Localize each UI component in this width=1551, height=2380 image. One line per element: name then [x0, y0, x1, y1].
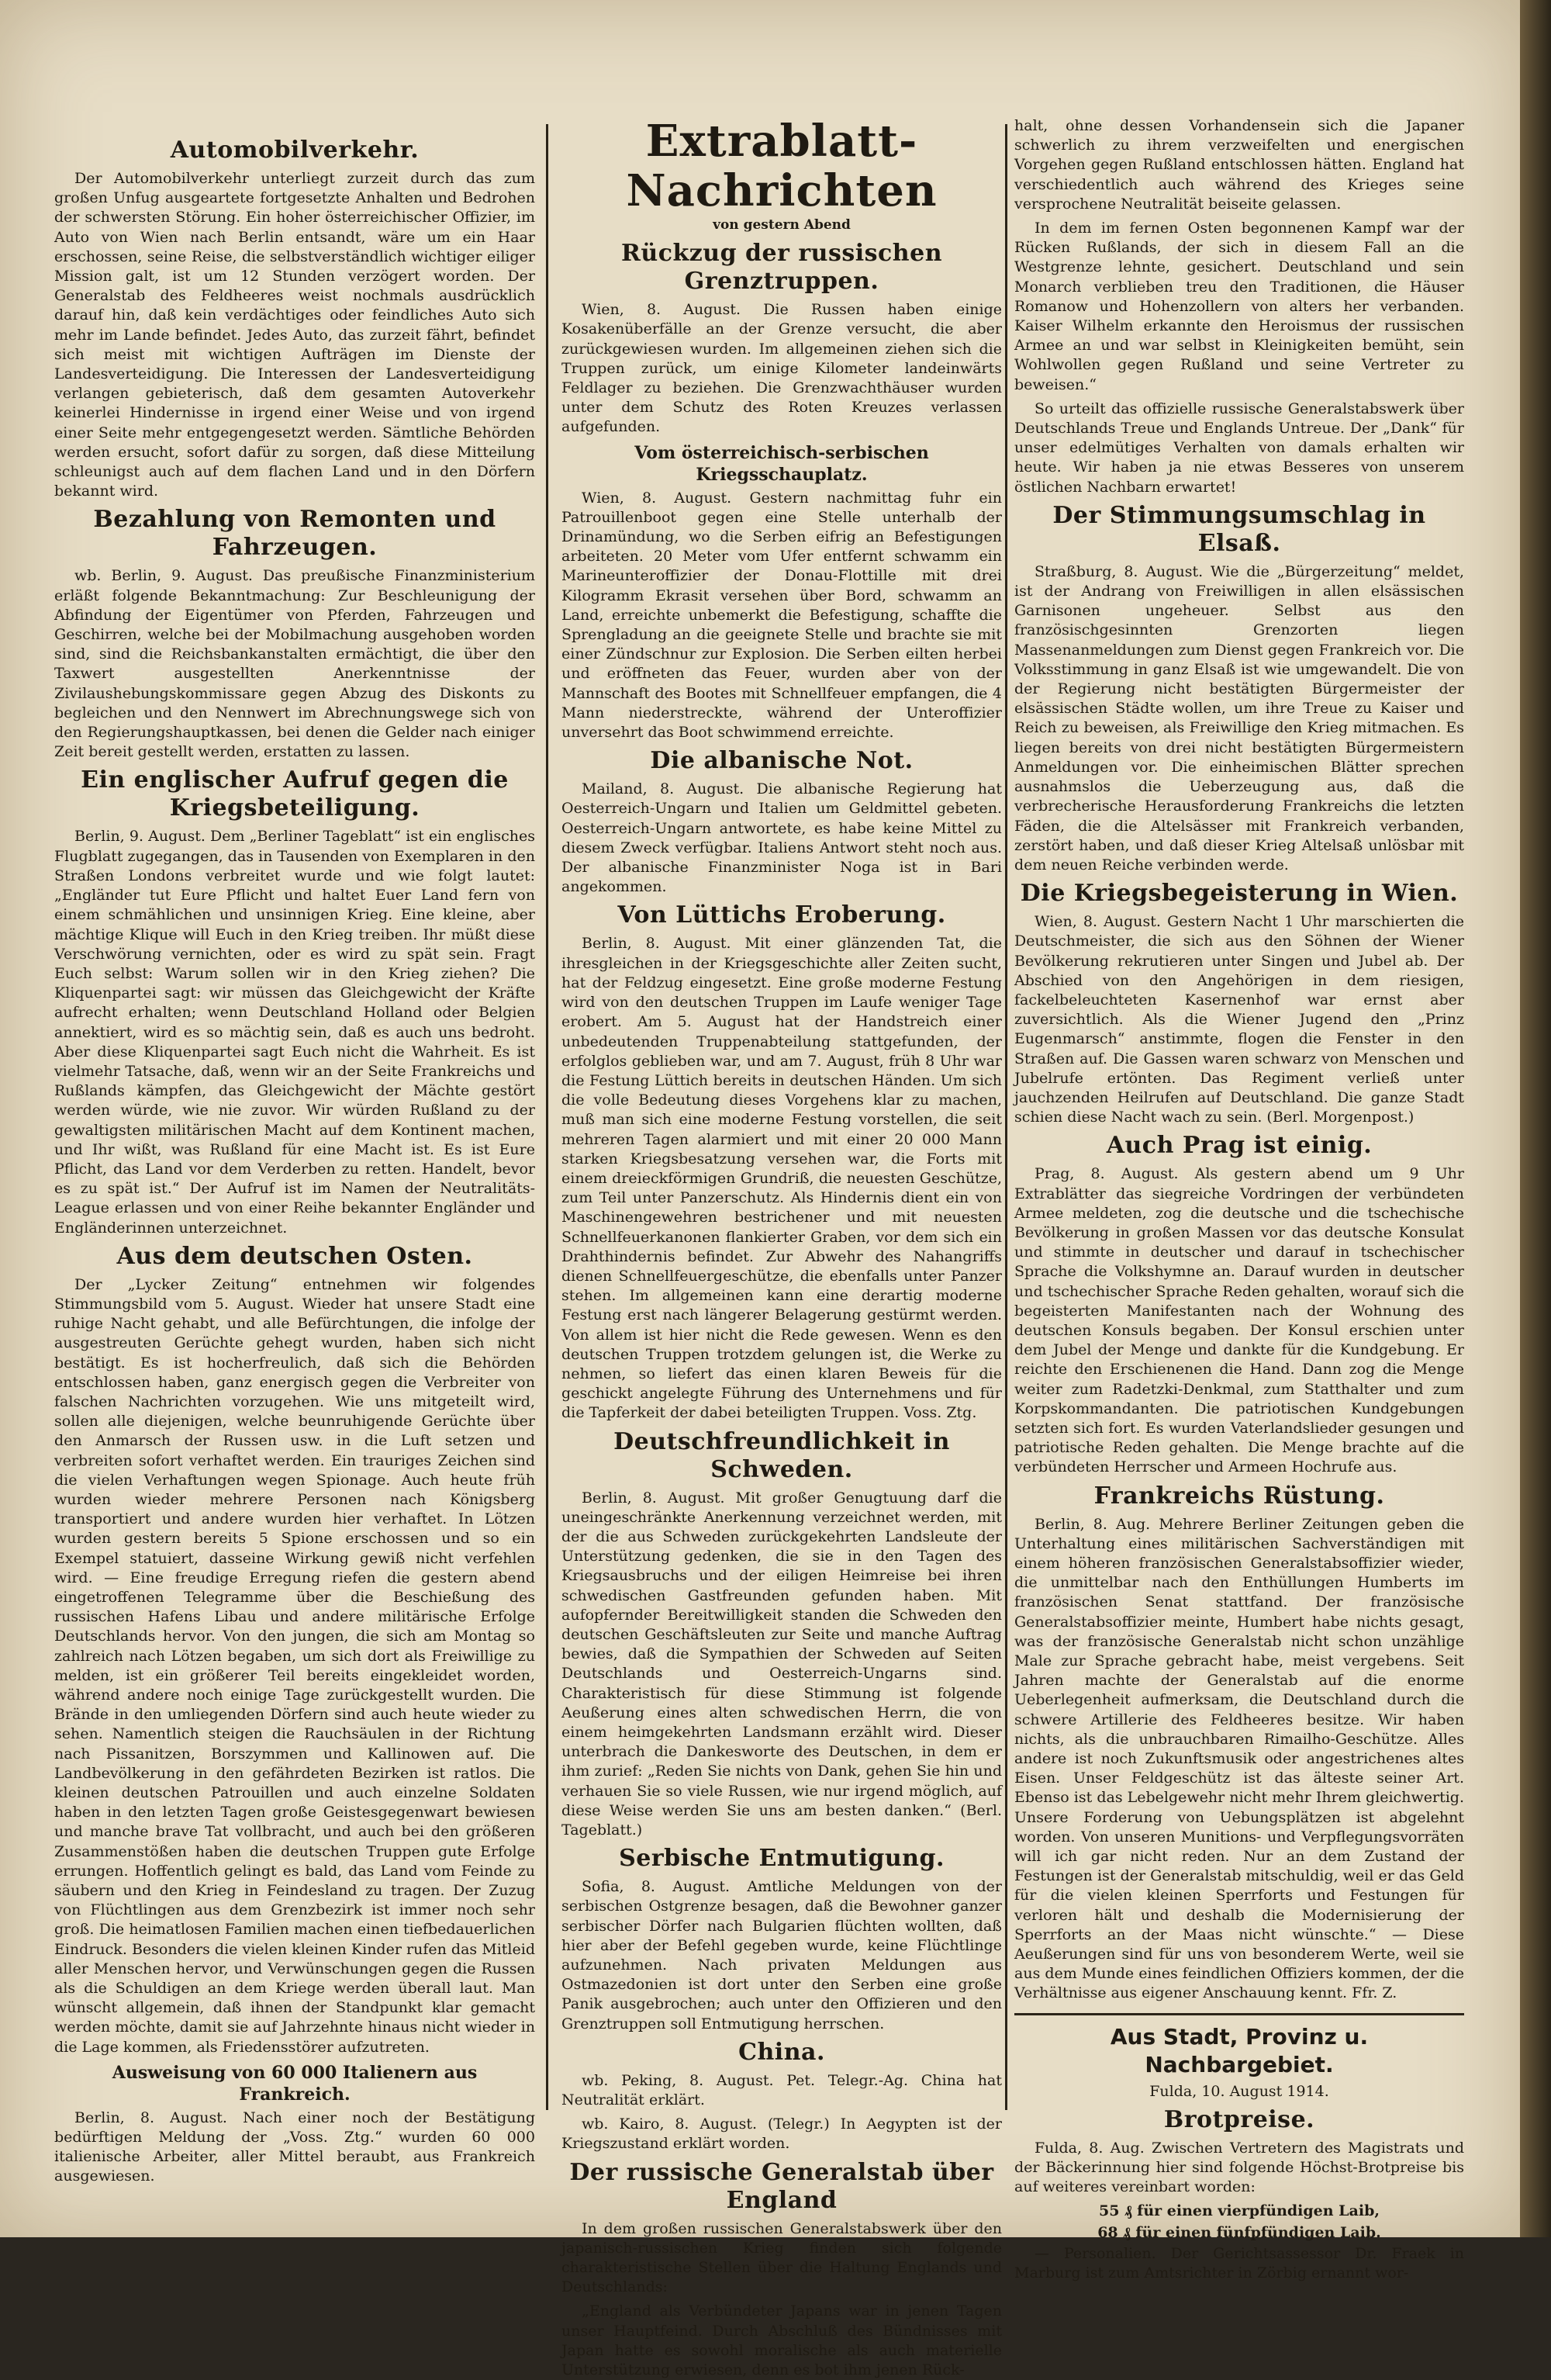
article-heading: Der Stimmungsumschlag in Elsaß.	[1052, 501, 1426, 557]
article-text: Wien, 8. August. Die Russen haben einige Kosakenüberfälle an der Grenze versucht, die aber zurückgewiesen wurden. Im allgemeinen ziehen sich die Truppen zurück, um einige Kilometer landeinwärts Feldlager zu beziehen. Die Grenzwachthäuser wurden unter dem Schutz des Roten Kreuzes verlassen aufgefunden.	[561, 301, 1002, 436]
article-text: Mailand, 8. August. Die albanische Regierung hat Oesterreich-Ungarn und Italien um Geldmittel gebeten. Oesterreich-Ungarn antwortete, es habe keine Mittel zu diesem Zweck verfügbar. Italiens Antwort steht noch aus. Der albanische Finanzminister Noga ist in Bari angekommen.	[561, 780, 1002, 896]
article-text: So urteilt das offizielle russische Generalstabswerk über Deutschlands Treue und Englands Untreue. Der „Dank“ für unser edelmütiges Verhalten von damals erhalten wir heute. Wir haben ja nie etwas Besseres von unserem östlichen Nachbarn erwartet!	[1014, 400, 1464, 496]
article-heading: Deutschfreundlichkeit in Schweden.	[613, 1427, 950, 1483]
article-text: Berlin, 8. August. Mit einer glänzenden Tat, die ihresgleichen in der Kriegsgeschichte aller Zeiten sucht, hat der Feldzug eingesetzt. Eine große moderne Festung wird von den deutschen Truppen im Laufe weniger Tage erobert. Am 5. August hat der Handstreich einer unbedeutenden Truppenabteilung stattgefunden, der erfolglos geblieben war, und am 7. August, früh 8 Uhr war die Festung Lüttich bereits in deutschen Händen. Um sich die volle Bedeutung dieses Vorgehens klar zu machen, muß man sich eine moderne Festung vorstellen, die seit mehreren Tagen alarmiert und mit einer 20 000 Mann starken Kriegsbesatzung versehen war, die Forts mit einem dreieckförmigen Grundriß, die neuesten Geschütze, zum Teil unter Panzerschutz. Als Hindernis dient ein von Maschinengewehren bestrichener und mit neuesten Schnellfeuerkanonen flankierter Graben, vor dem sich ein Drahthindernis befindet. Zur Abwehr des Nahangriffs dienen Schnellfeuergeschütze, die ebenfalls unter Panzer stehen. Im allgemeinen kann eine derartig moderne Festung erst nach längerer Belagerung gestürmt werden. Von allem ist hier nicht die Rede gewesen. Wenn es den deutschen Truppen trotzdem gelungen ist, die Werke zu nehmen, so liefert das einen klaren Beweis für die geschickt angelegte Führung des Unternehmens und für die Tapferkeit der dabei beteiligten Truppen. Voss. Ztg.	[561, 935, 1002, 1422]
dateline: Fulda, 10. August 1914.	[1149, 2082, 1329, 2100]
price-line: 55 ₰ für einen vierpfündigen Laib,	[1099, 2202, 1380, 2220]
article-text: wb. Kairo, 8. August. (Telegr.) In Aegypten ist der Kriegszustand erklärt worden.	[561, 2115, 1002, 2153]
column-right	[1014, 116, 1465, 2282]
article-text: In dem im fernen Osten begonnenen Kampf war der Rücken Rußlands, der sich in diesem Fall an die Westgrenze lehnte, gesichert. Deutschland und sein Monarch verblieben treu den Traditionen, die Häuser Romanow und Hohenzollern von alters her verbanden. Kaiser Wilhelm erkannte den Heroismus der russischen Armee an und war selbst in Kleinigkeiten bemüht, sein Wohlwollen gegen Rußland und seine Vertreter zu beweisen.“	[1014, 220, 1464, 393]
page-edge	[1520, 0, 1551, 2237]
article-text: Wien, 8. August. Gestern nachmittag fuhr ein Patrouillenboot gegen eine Stelle unterhalb der Drinamündung, wo die Serben eifrig an Befestigungen arbeiteten. 20 Meter vom Ufer entfernt schwamm ein Marineunteroffizier der Donau-Flottille mit drei Kilogramm Ekrasit versehen über Bord, schwamm an Land, erreichte unbemerkt die Befestigung, schaffte die Sprengladung an die geeignete Stelle und brachte sie mit einer Zündschnur zur Explosion. Die Serben eilten herbei und eröffneten das Feuer, wurden aber von der Mannschaft des Bootes mit Schnellfeuer empfangen, die 4 Mann niederstreckte, während der Unteroffizier unversehrt das Boot schwimmend erreichte.	[561, 489, 1002, 742]
article-heading: Der russische Generalstab über England	[569, 2158, 994, 2214]
article-heading: Automobilverkehr.	[170, 137, 420, 164]
column-left	[54, 132, 535, 2185]
article-heading: Rückzug der russischen Grenztruppen.	[620, 240, 943, 296]
column-rule-right	[1005, 124, 1007, 2110]
column-rule-left	[546, 124, 548, 2110]
article-heading: Die albanische Not.	[650, 747, 914, 775]
article-text: Berlin, 8. Aug. Mehrere Berliner Zeitungen geben die Unterhaltung eines militärischen Sachverständigen mit einem höheren französischen Generalstabsoffizier wieder, die unmittelbar nach den Enthüllungen Humberts im französischen Senat stattfand. Der französische Generalstabsoffizier meinte, Humbert habe nichts gesagt, was der französische Generalstab nicht schon unzählige Male zur Sprache gebracht habe, meist vergebens. Seit Jahren machte der Generalstab auf die enorme Ueberlegenheit aufmerksam, die Deutschland durch die schwere Artillerie des Feldheeres besitze. Wir haben nichts, als die unbrauchbaren Rimailho-Geschütze. Alles andere ist noch Zukunftsmusik oder angestrichenes altes Eisen. Unser Feldgeschütz ist das älteste seiner Art. Ebenso ist das Lebelgewehr nicht mehr Ihrem gleichwertig. Unsere Forderung von Uebungsplätzen ist abgelehnt worden. Von unseren Munitions- und Verpflegungsvorräten will ich gar nicht reden. Nur an dem Zustand der Festungen ist der Generalstab mitschuldig, weil er das Geld für die vielen kleinen Sperrforts und Festungen für verloren hält und deshalb die Modernisierung der Sperrforts an der Maas nicht wünschte.“ — Diese Aeußerungen sind für uns von besonderem Werte, weil sie aus dem Munde eines feindlichen Offiziers kommen, der die Verhältnisse aus eigener Anschauung kennt. Ffr. Z.	[1014, 1515, 1465, 2002]
article-heading: Bezahlung von Remonten und Fahrzeugen.	[93, 506, 496, 562]
article-heading: Die Kriegsbegeisterung in Wien.	[1020, 880, 1459, 908]
article-heading: Serbische Entmutigung.	[619, 1845, 945, 1873]
article-text: In dem großen russischen Generalstabswerk über den japanisch-russischen Krieg finden sich folgende charakteristische Stellen über die Haltung Englands und Deutschlands:	[561, 2219, 1002, 2296]
article-heading: Von Lüttichs Eroberung.	[617, 901, 946, 929]
column-middle	[561, 116, 1002, 2379]
article-heading: China.	[738, 2038, 825, 2066]
article-text: Fulda, 8. Aug. Zwischen Vertretern des Magistrats und der Bäckerinnung hier sind folgende Höchst-Brotpreise bis auf weiteres vereinbart worden:	[1014, 2139, 1464, 2196]
section-heading: Aus Stadt, Provinz u. Nachbargebiet.	[1014, 2013, 1464, 2079]
article-heading: Aus dem deutschen Osten.	[116, 1242, 473, 1270]
masthead-subtitle: von gestern Abend	[713, 217, 851, 233]
article-text: wb. Peking, 8. August. Pet. Telegr.-Ag. China hat Neutralität erklärt.	[561, 2071, 1002, 2109]
article-text: „England als Verbündeter Japans war in jenen Tagen unser Hauptfeind. Durch Abschluß des Bündnisses mit Japan hatte es sowohl moralische als auch materielle Unterstützung erwiesen, denn es bot ihm jenen Rück-	[561, 2302, 1002, 2379]
article-text: Der „Lycker Zeitung“ entnehmen wir folgendes Stimmungsbild vom 5. August. Wieder hat unsere Stadt eine ruhige Nacht gehabt, und alle Befürchtungen, die infolge der ausgestreuten Gerüchte gehegt wurden, haben sich nicht bestätigt. Es ist hocherfreulich, daß sich die Behörden entschlossen haben, ganz energisch gegen die Verbreiter von falschen Nachrichten vorzugehen. Wie uns mitgeteilt wird, sollen alle diejenigen, welche beunruhigende Gerüchte über den Anmarsch der Russen usw. in die Luft setzen und verbreiten sofort verhaftet werden. Ein trauriges Zeichen sind die vielen Verhaftungen wegen Spionage. Auch heute früh wurden wieder mehrere Personen nach Königsberg transportiert und andere wurden hier verhaftet. In Lötzen wurden gestern bereits 5 Spione erschossen und so ein Exempel statuiert, dasseine Wirkung gewiß nicht verfehlen wird. — Eine freudige Erregung riefen die gestern abend eingetroffenen Telegramme über die Beschießung des russischen Hafens Libau und andere militärische Erfolge Deutschlands hervor. Von den jungen, die sich am Montag so zahlreich nach Lötzen begaben, um sich dort als Freiwillige zu melden, ist ein größerer Teil bereits eingekleidet worden, während andere noch einige Tage zurückgestellt wurden. Die Brände in den umliegenden Dörfern sind auch heute wieder zu sehen. Namentlich steigen die Rauchsäulen in der Richtung nach Pissanitzen, Borszymmen und Kallinowen auf. Die Landbevölkerung in den gefährdeten Bezirken ist ratlos. Die kleinen deutschen Patrouillen und auch einzelne Soldaten haben in den letzten Tagen große Geistesgegenwart bewiesen und manche brave Tat vollbracht, und auch bei den größeren Zusammenstößen haben die deutschen Truppen gute Erfolge errungen. Hoffentlich gelingt es bald, das Land vom Feinde zu säubern und den Krieg in Feindesland zu tragen. Der Zuzug von Flüchtlingen aus dem Grenzbezirk ist immer noch sehr groß. Die heimatlosen Familien machen einen tiefbedauerlichen Eindruck. Besonders die vielen kleinen Kinder rufen das Mitleid aller Menschen hervor, und Verwünschungen gegen die Russen als die Schuldigen an dem Kriege werden überall laut. Man wünscht allgemein, daß ihnen der Standpunkt klar gemacht werden möchte, damit sie auf Jahrzehnte hinaus nicht wieder in die Lage kommen, als Friedensstörer aufzutreten.	[54, 1275, 535, 2056]
article-heading: Frankreichs Rüstung.	[1093, 1482, 1385, 1510]
article-subheading: Vom österreichisch-serbischen Kriegsschauplatz.	[634, 442, 929, 485]
article-text: wb. Berlin, 9. August. Das preußische Finanzministerium erläßt folgende Bekanntmachung: Zur Beschleunigung der Abfindung der Eigentümer von Pferden, Fahrzeugen und Geschirren, welche bei der Mobilmachung ausgehoben worden sind, sind die Reichsbankanstalten ermächtigt, die über den Taxwert ausgestellten Anerkenntnisse der Zivilaushebungskommissare gegen Abzug des Diskonts zu begleichen und den Nennwert im Abrechnungswege sich von den Regierungshauptkassen, bei denen die Gelder nach einiger Zeit bereit gestellt werden, erstatten zu lassen.	[54, 567, 535, 761]
article-text: Berlin, 9. August. Dem „Berliner Tageblatt“ ist ein englisches Flugblatt zugegangen, das in Tausenden von Exemplaren in den Straßen Londons verbreitet wurde und wie folgt lautet: „Engländer tut Eure Pflicht und haltet Euer Land fern von einem schmählichen und unsinnigen Krieg. Eine kleine, aber mächtige Klique will Euch in den Krieg treiben. Ihr müßt diese Verschwörung vernichten, oder es wird zu spät sein. Fragt Euch selbst: Warum sollen wir in den Krieg ziehen? Die Kliquenpartei sagt: wir müssen das Gleichgewicht der Kräfte aufrecht erhalten; wenn Deutschland Holland oder Belgien annektiert, wird es so mächtig sein, daß es auch uns bedroht. Aber diese Kliquenpartei sagt Euch nicht die Wahrheit. Es ist vielmehr Tatsache, daß, wenn wir an der Seite Frankreichs und Rußlands kämpfen, das Gleichgewicht der Mächte gestört werden würde, wie nie zuvor. Wir würden Rußland zu der gewaltigsten militärischen Macht auf dem Kontinent machen, und Ihr wißt, was Rußland für eine Macht ist. Es ist Eure Pflicht, das Land vor dem Verderben zu retten. Handelt, bevor es zu spät ist.“ Der Aufruf ist im Namen der Neutralitäts-League erlassen und von einer Reihe bekannter Engländer und Engländerinnen unterzeichnet.	[54, 828, 535, 1237]
article-heading: Auch Prag ist einig.	[1106, 1132, 1373, 1160]
article-text: Sofia, 8. August. Amtliche Meldungen von der serbischen Ostgrenze besagen, daß die Bewohner ganzer serbischer Dörfer nach Bulgarien flüchten wollten, daß hier aber der Befehl gegeben wurde, keine Flüchtlinge aufzunehmen. Nach privaten Meldungen aus Ostmazedonien ist dort unter den Serben eine große Panik ausgebrochen; auch unter den Offizieren und den Grenztruppen soll Entmutigung herrschen.	[561, 1878, 1002, 2032]
extrablatt-masthead: Extrablatt-Nachrichten	[626, 116, 938, 216]
article-text: halt, ohne dessen Vorhandensein sich die Japaner schwerlich zu ihrem verzweifelten und energischen Vorgehen gegen Rußland entschlossen hätten. England hat verschiedentlich auch während des Krieges seine versprochene Neutralität beiseite gelassen.	[1014, 117, 1464, 213]
article-subheading: Ausweisung von 60 000 Italienern aus Frankreich.	[112, 2062, 478, 2105]
article-text: — Personalien. Der Gerichtsassessor Dr. Fraek in Marburg ist zum Amtsrichter in Zörbig ernannt wor-	[1014, 2244, 1464, 2282]
article-heading: Ein englischer Aufruf gegen die Kriegsbeteiligung.	[81, 766, 509, 822]
article-text: Der Automobilverkehr unterliegt zurzeit durch das zum großen Unfug ausgeartete fortgesetzte Anhalten und Bedrohen der schwersten Störung. Ein hoher österreichischer Offizier, im Auto von Wien nach Berlin entsandt, wäre um ein Haar erschossen, seine Reise, die selbstverständlich wichtiger eiliger Mission galt, ist um 12 Stunden verzögert worden. Der Generalstab des Feldheeres weist nochmals ausdrücklich darauf hin, daß kein verdächtiges oder feindliches Auto sich mehr im Lande befindet. Jedes Auto, das zurzeit fährt, befindet sich meist mit wichtigen Aufträgen im Dienste der Landesverteidigung. Die Interessen der Landesverteidigung verlangen gebieterisch, daß dem gesamten Autoverkehr keinerlei Hindernisse in irgend einer Weise und von irgend einer Seite mehr entgegengesetzt werden. Sämtliche Behörden werden ersucht, sofort dafür zu sorgen, daß diese Mitteilung schleunigst auch auf dem flachen Land und in den Dörfern bekannt wird.	[54, 170, 535, 500]
article-text: Wien, 8. August. Gestern Nacht 1 Uhr marschierten die Deutschmeister, die sich aus den Söhnen der Wiener Bevölkerung rekrutieren unter Singen und Jubel ab. Der Abschied von den Angehörigen in dem riesigen, fackelbeleuchteten Kasernenhof war ernst aber zuversichtlich. Als die Wiener Jugend den „Prinz Eugenmarsch“ anstimmte, flogen die Fenster in den Straßen auf. Die Gassen waren schwarz von Menschen und Jubelrufe ertönten. Das Regiment verließ unter jauchzenden Heilrufen auf Deutschland. Die ganze Stadt schien diese Nacht wach zu sein. (Berl. Morgenpost.)	[1014, 913, 1464, 1126]
article-text: Straßburg, 8. August. Wie die „Bürgerzeitung“ meldet, ist der Andrang von Freiwilligen in allen elsässischen Garnisonen ungeheuer. Selbst aus den französischgesinnten Grenzorten liegen Massenanmeldungen zum Dienst gegen Frankreich vor. Die Volksstimmung in ganz Elsaß ist wie umgewandelt. Die von der Regierung nicht bestätigten Bürgermeister der elsässischen Städte wollen, um ihre Treue zu Kaiser und Reich zu beweisen, als Freiwillige den Krieg mitmachen. Es liegen bereits von drei nicht bestätigten Bürgermeistern Anmeldungen vor. Die einheimischen Blätter sprechen ausnahmslos die Ueberzeugung aus, daß die verbrecherische Herausforderung Frankreichs die letzten Fäden, die die Altelsässer mit Frankreich verbanden, zerstört haben, und daß dieser Krieg Altelsaß unlösbar mit dem neuen Reiche verbinden werde.	[1014, 562, 1464, 873]
price-line: 68 ₰ für einen fünfpfündigen Laib.	[1097, 2223, 1381, 2241]
article-heading: Brotpreise.	[1163, 2105, 1315, 2133]
article-text: Prag, 8. August. Als gestern abend um 9 Uhr Extrablätter das siegreiche Vordringen der verbündeten Armee meldeten, zog die deutsche und die tschechische Bevölkerung in großen Massen vor das deutsche Konsulat und stimmte in deutscher und darauf in tschechischer Sprache die Volkshymne an. Darauf wurden in deutscher und tschechischer Sprache Reden gehalten, worauf sich die begeisterten Manifestanten nach der Wohnung des deutschen Konsuls begaben. Der Konsul erschien unter dem Jubel der Menge und dankte für die Kundgebung. Er reichte den Erschienenen die Hand. Dann zog die Menge weiter zum Radetzki-Denkmal, zum Statthalter und zum Korpskommandanten. Die patriotischen Kundgebungen setzten sich fort. Es wurden Vaterlandslieder gesungen und patriotische Reden gehalten. Die Menge brachte auf die verbündeten Herrscher und Armeen Hochrufe aus.	[1014, 1165, 1464, 1476]
article-text: Berlin, 8. August. Nach einer noch der Bestätigung bedürftigen Meldung der „Voss. Ztg.“ wurden 60 000 italienische Arbeiter, aller Mittel beraubt, aus Frankreich ausgewiesen.	[54, 2108, 535, 2185]
article-text: Berlin, 8. August. Mit großer Genugtuung darf die uneingeschränkte Anerkennung verzeichnet werden, mit der die aus Schweden zurückgekehrten Landsleute der Unterstützung gedenken, die sie in den Tagen des Kriegsausbruchs und der eiligen Heimreise bei ihren schwedischen Gastfreunden gefunden haben. Mit aufopfernder Bereitwilligkeit standen die Schweden den deutschen Geschäftsleuten zur Seite und manche Auftrag bewies, daß die Sympathien der Schweden auf Seiten Deutschlands und Oesterreich-Ungarns sind. Charakteristisch für diese Stimmung ist folgende Aeußerung eines alten schwedischen Herrn, die von einem heimgekehrten Landsmann erzählt wird. Dieser unterbrach die Dankesworte des Deutschen, in dem er ihm zurief: „Reden Sie nichts von Dank, gehen Sie hin und verhauen Sie so viele Russen, wie nur irgend möglich, auf diese Weise werden Sie uns am besten danken.“ (Berl. Tageblatt.)	[561, 1489, 1002, 1839]
